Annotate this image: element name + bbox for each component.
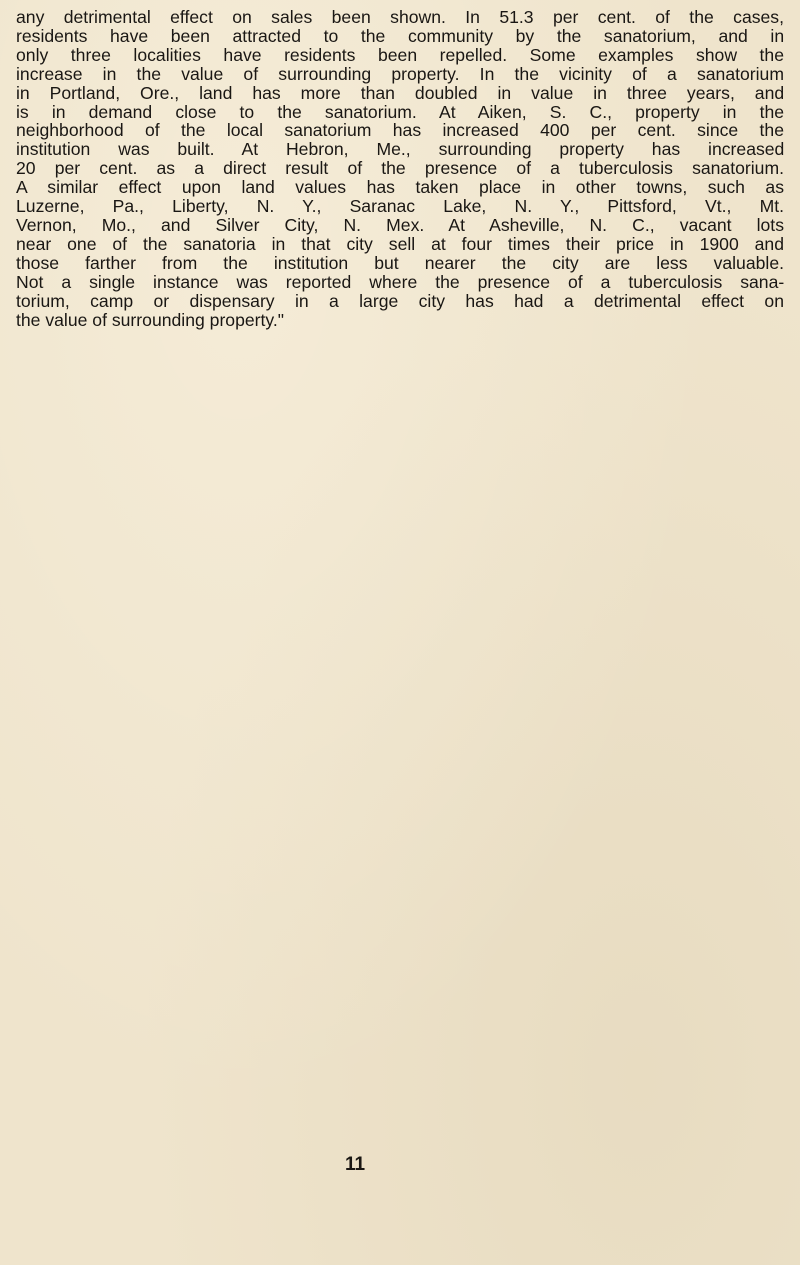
text-line: neighborhood of the local sanatorium has increased 400 per cent. since the xyxy=(16,120,784,141)
body-paragraph xyxy=(16,8,784,329)
text-line: near one of the sanatoria in that city sell at four times their price in 1900 and xyxy=(16,233,784,254)
text-line: any detrimental effect on sales been shown. In 51.3 per cent. of the cases, xyxy=(16,7,784,27)
text-line: institution was built. At Hebron, Me., surrounding property has increased xyxy=(16,139,785,160)
text-line: torium, camp or dispensary in a large city has had a detrimental effect on xyxy=(16,290,784,311)
text-line: Vernon, Mo., and Silver City, N. Mex. At Asheville, N. C., vacant lots xyxy=(16,214,784,235)
text-line: Not a single instance was reported where the presence of a tuberculosis sana- xyxy=(16,271,785,292)
text-line: in Portland, Ore., land has more than doubled in value in three years, and xyxy=(16,82,785,103)
text-line: Luzerne, Pa., Liberty, N. Y., Saranac Lake, N. Y., Pittsford, Vt., Mt. xyxy=(16,196,784,217)
text-line: 20 per cent. as a direct result of the presence of a tuberculosis sanatorium. xyxy=(16,158,784,179)
text-line: residents have been attracted to the community by the sanatorium, and in xyxy=(16,25,785,46)
page-number: 11 xyxy=(344,1154,366,1175)
text-line: is in demand close to the sanatorium. At Aiken, S. C., property in the xyxy=(16,101,785,122)
text-line: increase in the value of surrounding property. In the vicinity of a sanatorium xyxy=(16,63,784,84)
text-line: A similar effect upon land values has taken place in other towns, such as xyxy=(16,177,784,198)
text-line: the value of surrounding property." xyxy=(16,309,285,330)
text-line: those farther from the institution but nearer the city are less valuable. xyxy=(16,252,784,273)
text-line: only three localities have residents been repelled. Some examples show the xyxy=(16,44,784,65)
